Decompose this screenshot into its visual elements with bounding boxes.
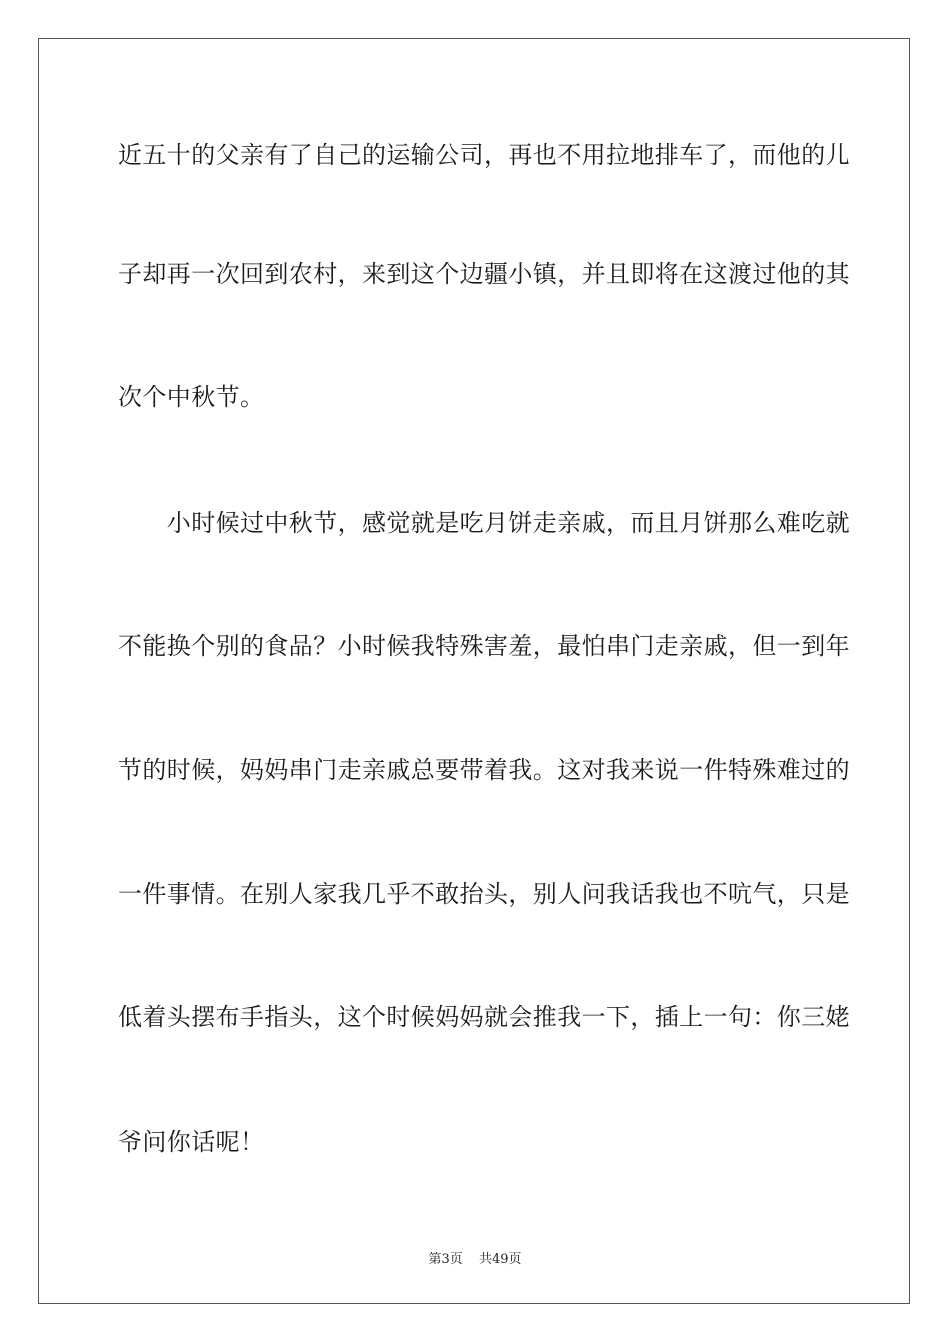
page-number: 第3页: [428, 1252, 463, 1267]
page-border: [38, 38, 910, 1304]
text-line: 低着头摆布手指头，这个时候妈妈就会推我一下，插上一句：你三姥: [118, 1003, 850, 1031]
text-line: 子却再一次回到农村，来到这个边疆小镇，并且即将在这渡过他的其: [118, 260, 850, 288]
text-line: 近五十的父亲有了自己的运输公司，再也不用拉地排车了，而他的儿: [118, 141, 850, 169]
page-total: 共49页: [478, 1252, 522, 1267]
text-line: 次个中秋节。: [118, 383, 265, 411]
text-line: 节的时候，妈妈串门走亲戚总要带着我。这对我来说一件特殊难过的: [118, 756, 850, 784]
text-line: 不能换个别的食品？小时候我特殊害羞，最怕串门走亲戚，但一到年: [118, 632, 850, 660]
text-line: 小时候过中秋节，感觉就是吃月饼走亲戚，而且月饼那么难吃就: [118, 509, 850, 537]
text-line: 爷问你话呢！: [118, 1128, 265, 1156]
page-footer: [0, 1248, 950, 1267]
text-line: 一件事情。在别人家我几乎不敢抬头，别人问我话我也不吭气，只是: [118, 880, 850, 908]
